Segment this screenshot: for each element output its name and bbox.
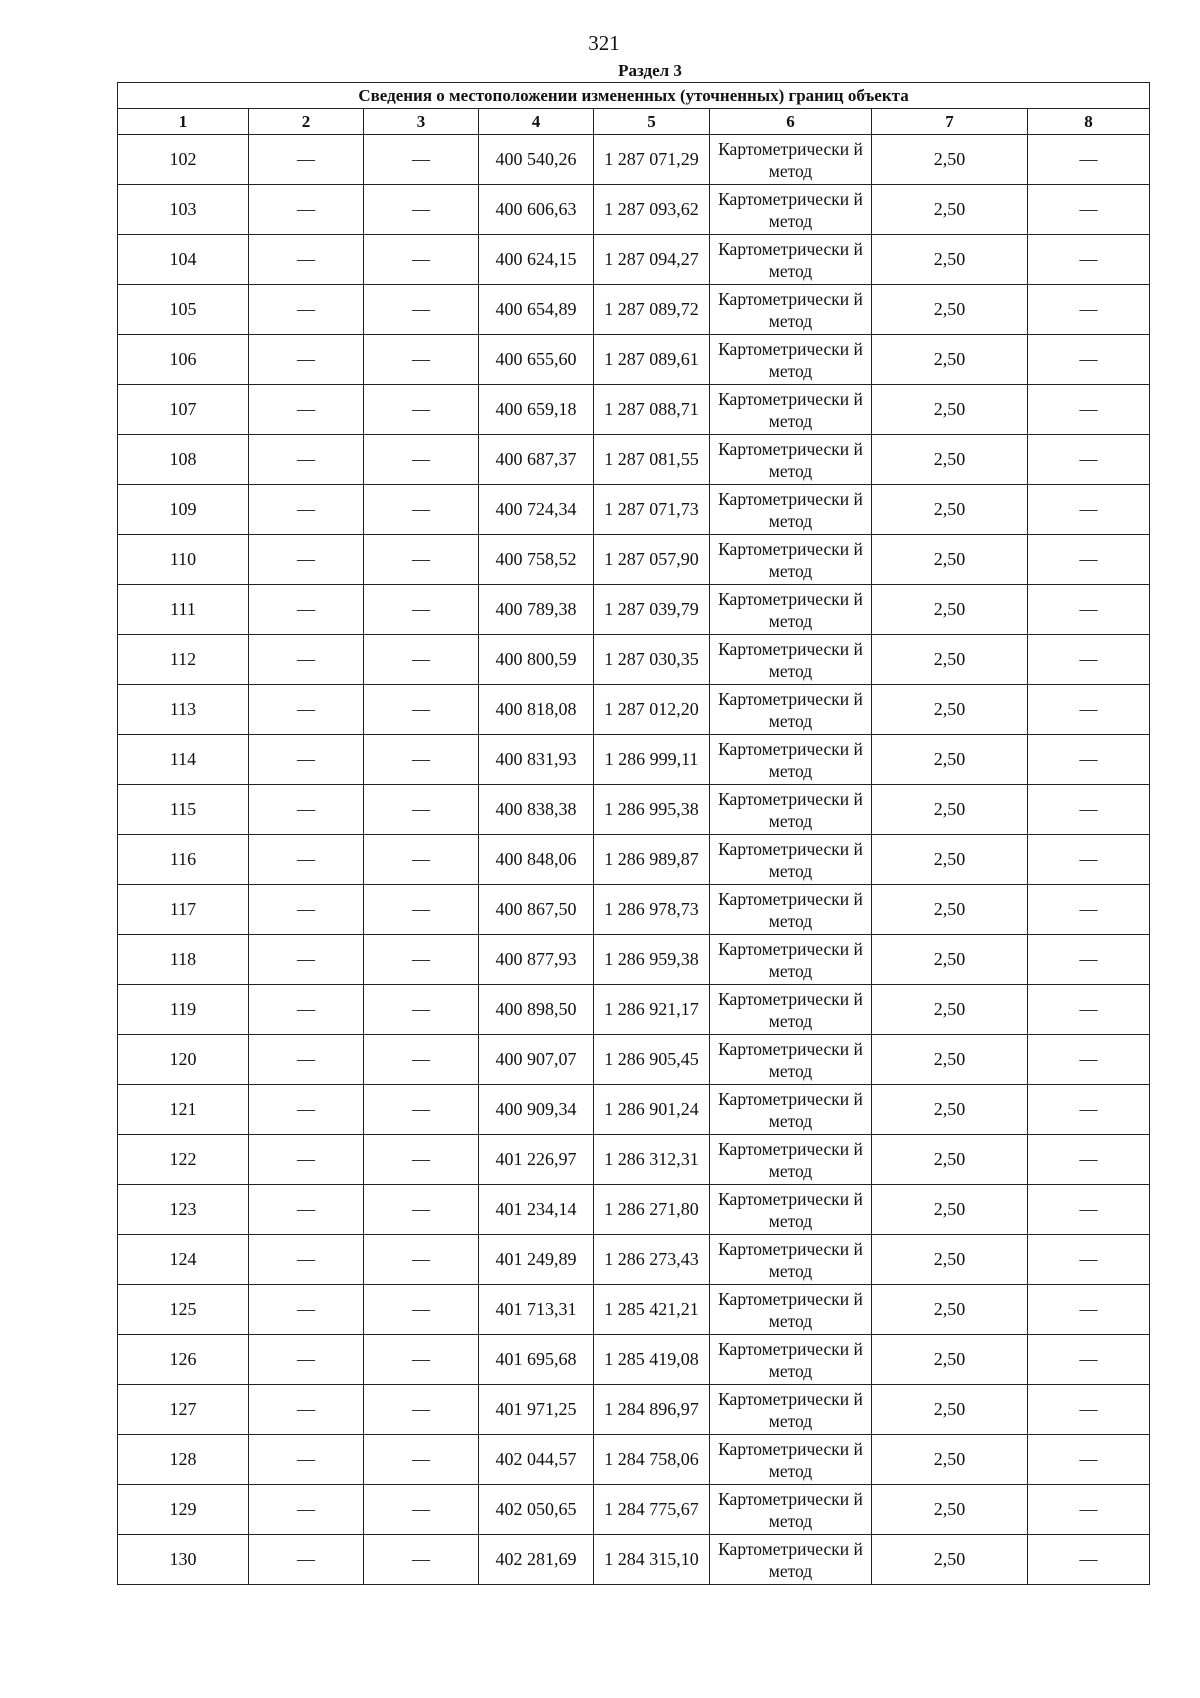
- col2-cell: —: [249, 335, 364, 385]
- point-number-cell: 119: [118, 985, 249, 1035]
- col3-cell: —: [364, 635, 479, 685]
- y-coordinate-cell: 1 286 995,38: [594, 785, 710, 835]
- accuracy-cell: 2,50: [872, 1535, 1028, 1585]
- point-number-cell: 118: [118, 935, 249, 985]
- col3-cell: —: [364, 1385, 479, 1435]
- method-cell: Картометрически й метод: [710, 435, 872, 485]
- y-coordinate-cell: 1 286 273,43: [594, 1235, 710, 1285]
- col2-cell: —: [249, 1235, 364, 1285]
- y-coordinate-cell: 1 285 421,21: [594, 1285, 710, 1335]
- point-number-cell: 106: [118, 335, 249, 385]
- x-coordinate-cell: 400 659,18: [479, 385, 594, 435]
- point-number-cell: 104: [118, 235, 249, 285]
- x-coordinate-cell: 400 789,38: [479, 585, 594, 635]
- x-coordinate-cell: 400 877,93: [479, 935, 594, 985]
- accuracy-cell: 2,50: [872, 785, 1028, 835]
- accuracy-cell: 2,50: [872, 185, 1028, 235]
- point-number-cell: 126: [118, 1335, 249, 1385]
- column-number: 8: [1028, 109, 1150, 135]
- col3-cell: —: [364, 935, 479, 985]
- col2-cell: —: [249, 1035, 364, 1085]
- y-coordinate-cell: 1 284 315,10: [594, 1535, 710, 1585]
- accuracy-cell: 2,50: [872, 1485, 1028, 1535]
- col3-cell: —: [364, 435, 479, 485]
- accuracy-cell: 2,50: [872, 1235, 1028, 1285]
- col3-cell: —: [364, 685, 479, 735]
- column-number: 5: [594, 109, 710, 135]
- col8-cell: —: [1028, 685, 1150, 735]
- col3-cell: —: [364, 285, 479, 335]
- point-number-cell: 116: [118, 835, 249, 885]
- point-number-cell: 112: [118, 635, 249, 685]
- column-number: 7: [872, 109, 1028, 135]
- table-row: [118, 1435, 1150, 1485]
- col2-cell: —: [249, 1485, 364, 1535]
- y-coordinate-cell: 1 287 089,72: [594, 285, 710, 335]
- col2-cell: —: [249, 1335, 364, 1385]
- col2-cell: —: [249, 1285, 364, 1335]
- col8-cell: —: [1028, 485, 1150, 535]
- table-row: [118, 535, 1150, 585]
- accuracy-cell: 2,50: [872, 935, 1028, 985]
- accuracy-cell: 2,50: [872, 885, 1028, 935]
- table-caption: Сведения о местоположении измененных (уточненных) границ объекта: [118, 83, 1150, 109]
- col8-cell: —: [1028, 1235, 1150, 1285]
- point-number-cell: 103: [118, 185, 249, 235]
- method-cell: Картометрически й метод: [710, 335, 872, 385]
- y-coordinate-cell: 1 284 775,67: [594, 1485, 710, 1535]
- x-coordinate-cell: 400 540,26: [479, 135, 594, 185]
- y-coordinate-cell: 1 286 959,38: [594, 935, 710, 985]
- col2-cell: —: [249, 385, 364, 435]
- table-row: [118, 935, 1150, 985]
- method-cell: Картометрически й метод: [710, 1085, 872, 1135]
- y-coordinate-cell: 1 286 989,87: [594, 835, 710, 885]
- accuracy-cell: 2,50: [872, 1435, 1028, 1485]
- table-row: [118, 685, 1150, 735]
- col8-cell: —: [1028, 935, 1150, 985]
- col8-cell: —: [1028, 1485, 1150, 1535]
- col3-cell: —: [364, 585, 479, 635]
- x-coordinate-cell: 400 724,34: [479, 485, 594, 535]
- y-coordinate-cell: 1 284 758,06: [594, 1435, 710, 1485]
- x-coordinate-cell: 400 624,15: [479, 235, 594, 285]
- y-coordinate-cell: 1 286 999,11: [594, 735, 710, 785]
- col8-cell: —: [1028, 185, 1150, 235]
- col8-cell: —: [1028, 585, 1150, 635]
- table-row: [118, 885, 1150, 935]
- accuracy-cell: 2,50: [872, 235, 1028, 285]
- y-coordinate-cell: 1 284 896,97: [594, 1385, 710, 1435]
- col2-cell: —: [249, 1385, 364, 1435]
- col3-cell: —: [364, 785, 479, 835]
- col8-cell: —: [1028, 635, 1150, 685]
- y-coordinate-cell: 1 286 905,45: [594, 1035, 710, 1085]
- x-coordinate-cell: 401 249,89: [479, 1235, 594, 1285]
- table-row: [118, 185, 1150, 235]
- x-coordinate-cell: 400 838,38: [479, 785, 594, 835]
- x-coordinate-cell: 401 695,68: [479, 1335, 594, 1385]
- col2-cell: —: [249, 535, 364, 585]
- table-row: [118, 1135, 1150, 1185]
- col2-cell: —: [249, 135, 364, 185]
- column-number: 2: [249, 109, 364, 135]
- col2-cell: —: [249, 1135, 364, 1185]
- method-cell: Картометрически й метод: [710, 735, 872, 785]
- col8-cell: —: [1028, 335, 1150, 385]
- y-coordinate-cell: 1 287 081,55: [594, 435, 710, 485]
- table-row: [118, 385, 1150, 435]
- method-cell: Картометрически й метод: [710, 1335, 872, 1385]
- col8-cell: —: [1028, 385, 1150, 435]
- table-row: [118, 585, 1150, 635]
- x-coordinate-cell: 400 654,89: [479, 285, 594, 335]
- col3-cell: —: [364, 1135, 479, 1185]
- point-number-cell: 108: [118, 435, 249, 485]
- x-coordinate-cell: 402 281,69: [479, 1535, 594, 1585]
- col3-cell: —: [364, 335, 479, 385]
- y-coordinate-cell: 1 285 419,08: [594, 1335, 710, 1385]
- method-cell: Картометрически й метод: [710, 1385, 872, 1435]
- accuracy-cell: 2,50: [872, 335, 1028, 385]
- col8-cell: —: [1028, 1335, 1150, 1385]
- method-cell: Картометрически й метод: [710, 1035, 872, 1085]
- table-row: [118, 835, 1150, 885]
- accuracy-cell: 2,50: [872, 385, 1028, 435]
- col3-cell: —: [364, 1535, 479, 1585]
- accuracy-cell: 2,50: [872, 735, 1028, 785]
- accuracy-cell: 2,50: [872, 685, 1028, 735]
- column-number: 3: [364, 109, 479, 135]
- table-row: [118, 1485, 1150, 1535]
- x-coordinate-cell: 401 226,97: [479, 1135, 594, 1185]
- col3-cell: —: [364, 1485, 479, 1535]
- col8-cell: —: [1028, 1535, 1150, 1585]
- col3-cell: —: [364, 985, 479, 1035]
- x-coordinate-cell: 400 800,59: [479, 635, 594, 685]
- accuracy-cell: 2,50: [872, 985, 1028, 1035]
- y-coordinate-cell: 1 287 071,29: [594, 135, 710, 185]
- x-coordinate-cell: 400 818,08: [479, 685, 594, 735]
- accuracy-cell: 2,50: [872, 635, 1028, 685]
- accuracy-cell: 2,50: [872, 285, 1028, 335]
- y-coordinate-cell: 1 287 030,35: [594, 635, 710, 685]
- col8-cell: —: [1028, 235, 1150, 285]
- point-number-cell: 109: [118, 485, 249, 535]
- y-coordinate-cell: 1 287 071,73: [594, 485, 710, 535]
- y-coordinate-cell: 1 287 012,20: [594, 685, 710, 735]
- table-row: [118, 1385, 1150, 1435]
- col2-cell: —: [249, 1185, 364, 1235]
- col8-cell: —: [1028, 835, 1150, 885]
- table-row: [118, 1235, 1150, 1285]
- y-coordinate-cell: 1 287 057,90: [594, 535, 710, 585]
- point-number-cell: 102: [118, 135, 249, 185]
- x-coordinate-cell: 400 867,50: [479, 885, 594, 935]
- method-cell: Картометрически й метод: [710, 1435, 872, 1485]
- col3-cell: —: [364, 385, 479, 435]
- point-number-cell: 107: [118, 385, 249, 435]
- col3-cell: —: [364, 735, 479, 785]
- table-row: [118, 485, 1150, 535]
- col3-cell: —: [364, 1335, 479, 1385]
- col8-cell: —: [1028, 1185, 1150, 1235]
- x-coordinate-cell: 400 758,52: [479, 535, 594, 585]
- table-caption-row: [118, 83, 1150, 109]
- col3-cell: —: [364, 885, 479, 935]
- method-cell: Картометрически й метод: [710, 835, 872, 885]
- col3-cell: —: [364, 235, 479, 285]
- method-cell: Картометрически й метод: [710, 135, 872, 185]
- col2-cell: —: [249, 235, 364, 285]
- col2-cell: —: [249, 1535, 364, 1585]
- y-coordinate-cell: 1 287 088,71: [594, 385, 710, 435]
- point-number-cell: 115: [118, 785, 249, 835]
- y-coordinate-cell: 1 286 978,73: [594, 885, 710, 935]
- method-cell: Картометрически й метод: [710, 235, 872, 285]
- point-number-cell: 123: [118, 1185, 249, 1235]
- table-row: [118, 785, 1150, 835]
- col3-cell: —: [364, 1235, 479, 1285]
- section-title: Раздел 3: [618, 61, 682, 80]
- x-coordinate-cell: 400 907,07: [479, 1035, 594, 1085]
- method-cell: Картометрически й метод: [710, 385, 872, 435]
- method-cell: Картометрически й метод: [710, 985, 872, 1035]
- col2-cell: —: [249, 285, 364, 335]
- method-cell: Картометрически й метод: [710, 585, 872, 635]
- x-coordinate-cell: 400 898,50: [479, 985, 594, 1035]
- col3-cell: —: [364, 1035, 479, 1085]
- table-row: [118, 435, 1150, 485]
- col3-cell: —: [364, 835, 479, 885]
- method-cell: Картометрически й метод: [710, 535, 872, 585]
- col2-cell: —: [249, 435, 364, 485]
- method-cell: Картометрически й метод: [710, 685, 872, 735]
- x-coordinate-cell: 402 044,57: [479, 1435, 594, 1485]
- table-row: [118, 985, 1150, 1035]
- accuracy-cell: 2,50: [872, 485, 1028, 535]
- accuracy-cell: 2,50: [872, 435, 1028, 485]
- col2-cell: —: [249, 835, 364, 885]
- point-number-cell: 114: [118, 735, 249, 785]
- table-row: [118, 635, 1150, 685]
- col2-cell: —: [249, 485, 364, 535]
- method-cell: Картометрически й метод: [710, 1135, 872, 1185]
- col8-cell: —: [1028, 885, 1150, 935]
- table-row: [118, 235, 1150, 285]
- boundary-points-table: [117, 82, 1150, 1585]
- col3-cell: —: [364, 185, 479, 235]
- column-number: 6: [710, 109, 872, 135]
- accuracy-cell: 2,50: [872, 1085, 1028, 1135]
- table-row: [118, 335, 1150, 385]
- accuracy-cell: 2,50: [872, 135, 1028, 185]
- method-cell: Картометрически й метод: [710, 885, 872, 935]
- point-number-cell: 113: [118, 685, 249, 735]
- point-number-cell: 122: [118, 1135, 249, 1185]
- method-cell: Картометрически й метод: [710, 635, 872, 685]
- method-cell: Картометрически й метод: [710, 935, 872, 985]
- col2-cell: —: [249, 185, 364, 235]
- method-cell: Картометрически й метод: [710, 285, 872, 335]
- accuracy-cell: 2,50: [872, 585, 1028, 635]
- column-number-row: [118, 109, 1150, 135]
- col3-cell: —: [364, 1085, 479, 1135]
- col8-cell: —: [1028, 1435, 1150, 1485]
- col8-cell: —: [1028, 735, 1150, 785]
- column-number: 1: [118, 109, 249, 135]
- col2-cell: —: [249, 1085, 364, 1135]
- point-number-cell: 130: [118, 1535, 249, 1585]
- col3-cell: —: [364, 1285, 479, 1335]
- point-number-cell: 120: [118, 1035, 249, 1085]
- table-row: [118, 1335, 1150, 1385]
- method-cell: Картометрически й метод: [710, 185, 872, 235]
- col8-cell: —: [1028, 1035, 1150, 1085]
- x-coordinate-cell: 400 909,34: [479, 1085, 594, 1135]
- table-row: [118, 735, 1150, 785]
- accuracy-cell: 2,50: [872, 1035, 1028, 1085]
- col8-cell: —: [1028, 1085, 1150, 1135]
- col8-cell: —: [1028, 1285, 1150, 1335]
- col2-cell: —: [249, 885, 364, 935]
- col3-cell: —: [364, 1435, 479, 1485]
- col2-cell: —: [249, 985, 364, 1035]
- y-coordinate-cell: 1 286 921,17: [594, 985, 710, 1035]
- point-number-cell: 121: [118, 1085, 249, 1135]
- point-number-cell: 124: [118, 1235, 249, 1285]
- table-row: [118, 1535, 1150, 1585]
- method-cell: Картометрически й метод: [710, 1235, 872, 1285]
- point-number-cell: 117: [118, 885, 249, 935]
- col3-cell: —: [364, 135, 479, 185]
- y-coordinate-cell: 1 287 039,79: [594, 585, 710, 635]
- col8-cell: —: [1028, 535, 1150, 585]
- accuracy-cell: 2,50: [872, 1285, 1028, 1335]
- x-coordinate-cell: 402 050,65: [479, 1485, 594, 1535]
- col2-cell: —: [249, 935, 364, 985]
- col8-cell: —: [1028, 285, 1150, 335]
- accuracy-cell: 2,50: [872, 1135, 1028, 1185]
- point-number-cell: 125: [118, 1285, 249, 1335]
- col8-cell: —: [1028, 785, 1150, 835]
- method-cell: Картометрически й метод: [710, 1185, 872, 1235]
- method-cell: Картометрически й метод: [710, 785, 872, 835]
- table-row: [118, 1035, 1150, 1085]
- y-coordinate-cell: 1 287 093,62: [594, 185, 710, 235]
- point-number-cell: 110: [118, 535, 249, 585]
- col8-cell: —: [1028, 435, 1150, 485]
- x-coordinate-cell: 400 687,37: [479, 435, 594, 485]
- point-number-cell: 127: [118, 1385, 249, 1435]
- accuracy-cell: 2,50: [872, 835, 1028, 885]
- point-number-cell: 111: [118, 585, 249, 635]
- y-coordinate-cell: 1 286 901,24: [594, 1085, 710, 1135]
- col2-cell: —: [249, 735, 364, 785]
- column-number: 4: [479, 109, 594, 135]
- table-row: [118, 285, 1150, 335]
- accuracy-cell: 2,50: [872, 535, 1028, 585]
- x-coordinate-cell: 400 848,06: [479, 835, 594, 885]
- method-cell: Картометрически й метод: [710, 1285, 872, 1335]
- col2-cell: —: [249, 1435, 364, 1485]
- col3-cell: —: [364, 535, 479, 585]
- col2-cell: —: [249, 635, 364, 685]
- col2-cell: —: [249, 785, 364, 835]
- x-coordinate-cell: 401 234,14: [479, 1185, 594, 1235]
- method-cell: Картометрически й метод: [710, 485, 872, 535]
- method-cell: Картометрически й метод: [710, 1535, 872, 1585]
- col3-cell: —: [364, 485, 479, 535]
- col2-cell: —: [249, 685, 364, 735]
- col2-cell: —: [249, 585, 364, 635]
- accuracy-cell: 2,50: [872, 1335, 1028, 1385]
- x-coordinate-cell: 400 831,93: [479, 735, 594, 785]
- accuracy-cell: 2,50: [872, 1385, 1028, 1435]
- y-coordinate-cell: 1 287 089,61: [594, 335, 710, 385]
- page-number: 321: [588, 31, 620, 55]
- accuracy-cell: 2,50: [872, 1185, 1028, 1235]
- col8-cell: —: [1028, 135, 1150, 185]
- table-row: [118, 1085, 1150, 1135]
- col8-cell: —: [1028, 985, 1150, 1035]
- col8-cell: —: [1028, 1385, 1150, 1435]
- table-row: [118, 135, 1150, 185]
- x-coordinate-cell: 401 713,31: [479, 1285, 594, 1335]
- col3-cell: —: [364, 1185, 479, 1235]
- point-number-cell: 129: [118, 1485, 249, 1535]
- y-coordinate-cell: 1 287 094,27: [594, 235, 710, 285]
- table-row: [118, 1285, 1150, 1335]
- method-cell: Картометрически й метод: [710, 1485, 872, 1535]
- point-number-cell: 105: [118, 285, 249, 335]
- y-coordinate-cell: 1 286 271,80: [594, 1185, 710, 1235]
- point-number-cell: 128: [118, 1435, 249, 1485]
- x-coordinate-cell: 401 971,25: [479, 1385, 594, 1435]
- x-coordinate-cell: 400 655,60: [479, 335, 594, 385]
- col8-cell: —: [1028, 1135, 1150, 1185]
- x-coordinate-cell: 400 606,63: [479, 185, 594, 235]
- table-row: [118, 1185, 1150, 1235]
- y-coordinate-cell: 1 286 312,31: [594, 1135, 710, 1185]
